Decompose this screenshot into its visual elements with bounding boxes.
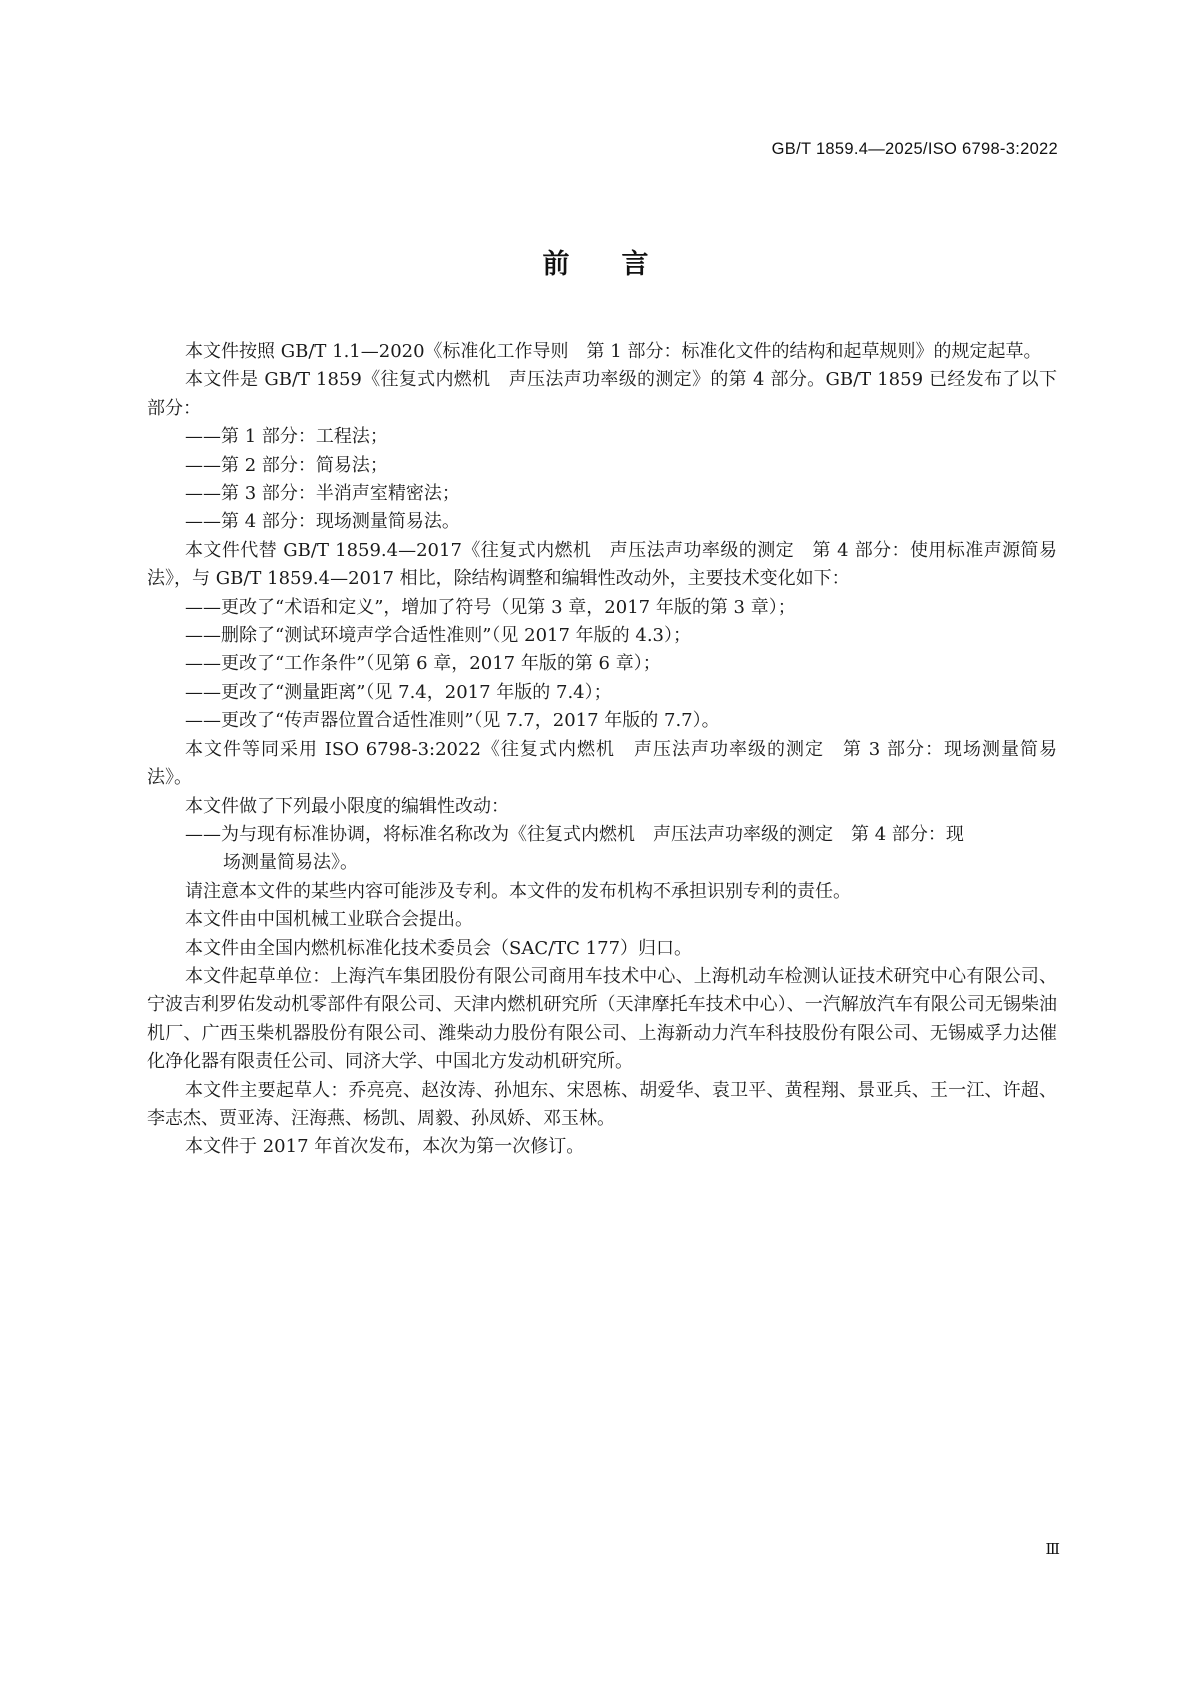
standard-number-header: GB/T 1859.4—2025/ISO 6798-3:2022 bbox=[771, 140, 1058, 158]
foreword-body bbox=[147, 338, 1057, 1162]
page-title: 前言 bbox=[542, 249, 701, 280]
paragraph-drafters: 本文件主要起草人：乔亮亮、赵汝涛、孙旭东、宋恩栋、胡爱华、袁卫平、黄程翔、景亚兵、王一江、许超、李志杰、贾亚涛、汪海燕、杨凯、周毅、孙凤娇、邓玉林。 bbox=[147, 1079, 1057, 1129]
paragraph-proposer: 本文件由中国机械工业联合会提出。 bbox=[185, 909, 473, 931]
paragraph-publication-history: 本文件于 2017 年首次发布，本次为第一次修订。 bbox=[185, 1136, 585, 1158]
paragraph-editorial-changes: 本文件做了下列最小限度的编辑性改动： bbox=[185, 795, 509, 817]
paragraph-series-info: 本文件是 GB/T 1859《往复式内燃机 声压法声功率级的测定》的第 4 部分。GB/T 1859 已经发布了以下部分： bbox=[147, 369, 1057, 419]
list-item-editorial-change bbox=[147, 821, 1057, 878]
list-item-part: ——第 1 部分：工程法； bbox=[185, 426, 388, 448]
editorial-change-line-2: 场测量简易法》。 bbox=[223, 852, 358, 874]
paragraph-drafting-units: 本文件起草单位：上海汽车集团股份有限公司商用车技术中心、上海机动车检测认证技术研究中心有限公司、宁波吉利罗佑发动机零部件有限公司、天津内燃机研究所（天津摩托车技术中心）、一汽解放汽车有限公司无锡柴油机厂、广西玉柴机器股份有限公司、潍柴动力股份有限公司、上海新动力汽车科技股份有限公司、无锡威孚力达催化净化器有限责任公司、同济大学、中国北方发动机研究所。 bbox=[147, 965, 1057, 1073]
list-item-change: ——更改了“测量距离”（见 7.4，2017 年版的 7.4）； bbox=[185, 681, 612, 703]
list-item-part: ——第 2 部分：简易法； bbox=[185, 454, 388, 476]
paragraph-committee: 本文件由全国内燃机标准化技术委员会（SAC/TC 177）归口。 bbox=[185, 937, 693, 959]
paragraph-patent-notice: 请注意本文件的某些内容可能涉及专利。本文件的发布机构不承担识别专利的责任。 bbox=[185, 880, 851, 902]
list-item-part: ——第 4 部分：现场测量简易法。 bbox=[185, 511, 460, 533]
paragraph-iso-adoption: 本文件等同采用 ISO 6798-3:2022《往复式内燃机 声压法声功率级的测定 第 3 部分：现场测量简易法》。 bbox=[147, 738, 1057, 789]
list-item-change: ——更改了“传声器位置合适性准则”（见 7.7，2017 年版的 7.7）。 bbox=[185, 710, 720, 732]
list-item-change: ——更改了“术语和定义”，增加了符号（见第 3 章，2017 年版的第 3 章）； bbox=[185, 596, 796, 618]
editorial-change-line-1: ——为与现有标准协调，将标准名称改为《往复式内燃机 声压法声功率级的测定 第 4 部分：现 bbox=[185, 823, 964, 845]
paragraph-drafting-basis: 本文件按照 GB/T 1.1—2020《标准化工作导则 第 1 部分：标准化文件的结构和起草规则》的规定起草。 bbox=[185, 341, 1042, 362]
list-item-change: ——删除了“测试环境声学合适性准则”（见 2017 年版的 4.3）； bbox=[185, 625, 692, 647]
list-item-part: ——第 3 部分：半消声室精密法； bbox=[185, 483, 460, 505]
page-number: Ⅲ bbox=[1045, 1540, 1060, 1558]
list-item-change: ——更改了“工作条件”（见第 6 章，2017 年版的第 6 章）； bbox=[185, 653, 661, 675]
paragraph-replacement: 本文件代替 GB/T 1859.4—2017《往复式内燃机 声压法声功率级的测定 第 4 部分：使用标准声源简易法》，与 GB/T 1859.4—2017 相比，除结构调整和编辑性改动外，主要技术变化如下： bbox=[147, 539, 1057, 590]
